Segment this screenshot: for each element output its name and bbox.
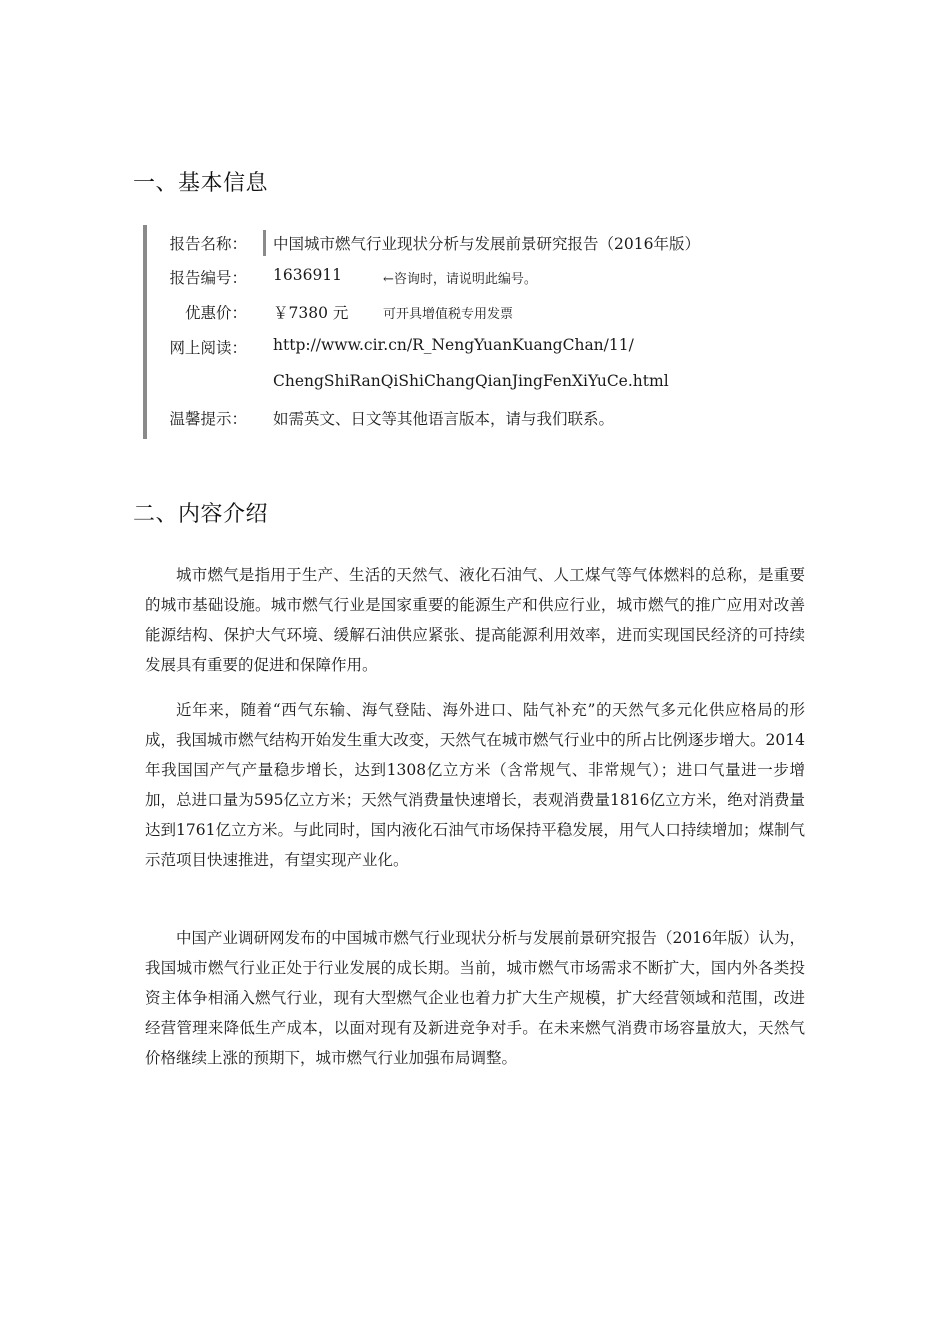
invoice-note: 可开具增值税专用发票 [383, 307, 514, 322]
report-name-marker [263, 230, 266, 256]
tip-label: 温馨提示： [169, 410, 247, 428]
price-label: 优惠价： [184, 304, 247, 322]
report-name-value: 中国城市燃气行业现状分析与发展前景研究报告（2016年版） [273, 235, 700, 253]
report-code-label: 报告编号： [169, 269, 247, 287]
intro-paragraph-3: 中国产业调研网发布的中国城市燃气行业现状分析与发展前景研究报告（2016年版）认为，我国城市燃气行业正处于行业发展的成长期。当前，城市燃气市场需求不断扩大，国内外各类投资主体争相涌入燃气行业，现有大型燃气企业也着力扩大生产规模，扩大经营领域和范围，改进经营管理来降低生产成本，以面对现有及新进竞争对手。在未来燃气消费市场容量放大，天然气价格继续上涨的预期下，城市燃气行业加强布局调整。 [145, 929, 805, 1067]
report-code-value: 1636911 [273, 266, 343, 284]
report-code-note: ←咨询时，请说明此编号。 [383, 272, 537, 287]
intro-paragraph-2: 近年来，随着“西气东输、海气登陆、海外进口、陆气补充”的天然气多元化供应格局的形成，我国城市燃气结构开始发生重大改变，天然气在城市燃气行业中的所占比例逐步增大。2014年我国国产气产量稳步增长，达到1308亿立方米（含常规气、非常规气）；进口气量进一步增加，总进口量为595亿立方米；天然气消费量快速增长，表观消费量1816亿立方米，绝对消费量达到1761亿立方米。与此同时，国内液化石油气市场保持平稳发展，用气人口持续增加；煤制气示范项目快速推进，有望实现产业化。 [145, 701, 805, 869]
intro-paragraph-1: 城市燃气是指用于生产、生活的天然气、液化石油气、人工煤气等气体燃料的总称，是重要的城市基础设施。城市燃气行业是国家重要的能源生产和供应行业，城市燃气的推广应用对改善能源结构、保护大气环境、缓解石油供应紧张、提高能源利用效率，进而实现国民经济的可持续发展具有重要的促进和保障作用。 [145, 566, 805, 674]
online-read-link[interactable]: http://www.cir.cn/R_NengYuanKuangChan/11/ [273, 336, 634, 354]
online-read-label: 网上阅读： [169, 339, 247, 357]
section-title-basic-info: 一、基本信息 [133, 171, 269, 196]
online-read-link-cont[interactable]: ChengShiRanQiShiChangQianJingFenXiYuCe.html [273, 372, 669, 390]
price-value: ￥7380 元 [273, 304, 349, 322]
tip-value: 如需英文、日文等其他语言版本，请与我们联系。 [273, 410, 615, 428]
info-block [143, 225, 827, 439]
section-title-content-intro: 二、内容介绍 [133, 502, 269, 527]
report-name-label: 报告名称： [169, 235, 247, 253]
